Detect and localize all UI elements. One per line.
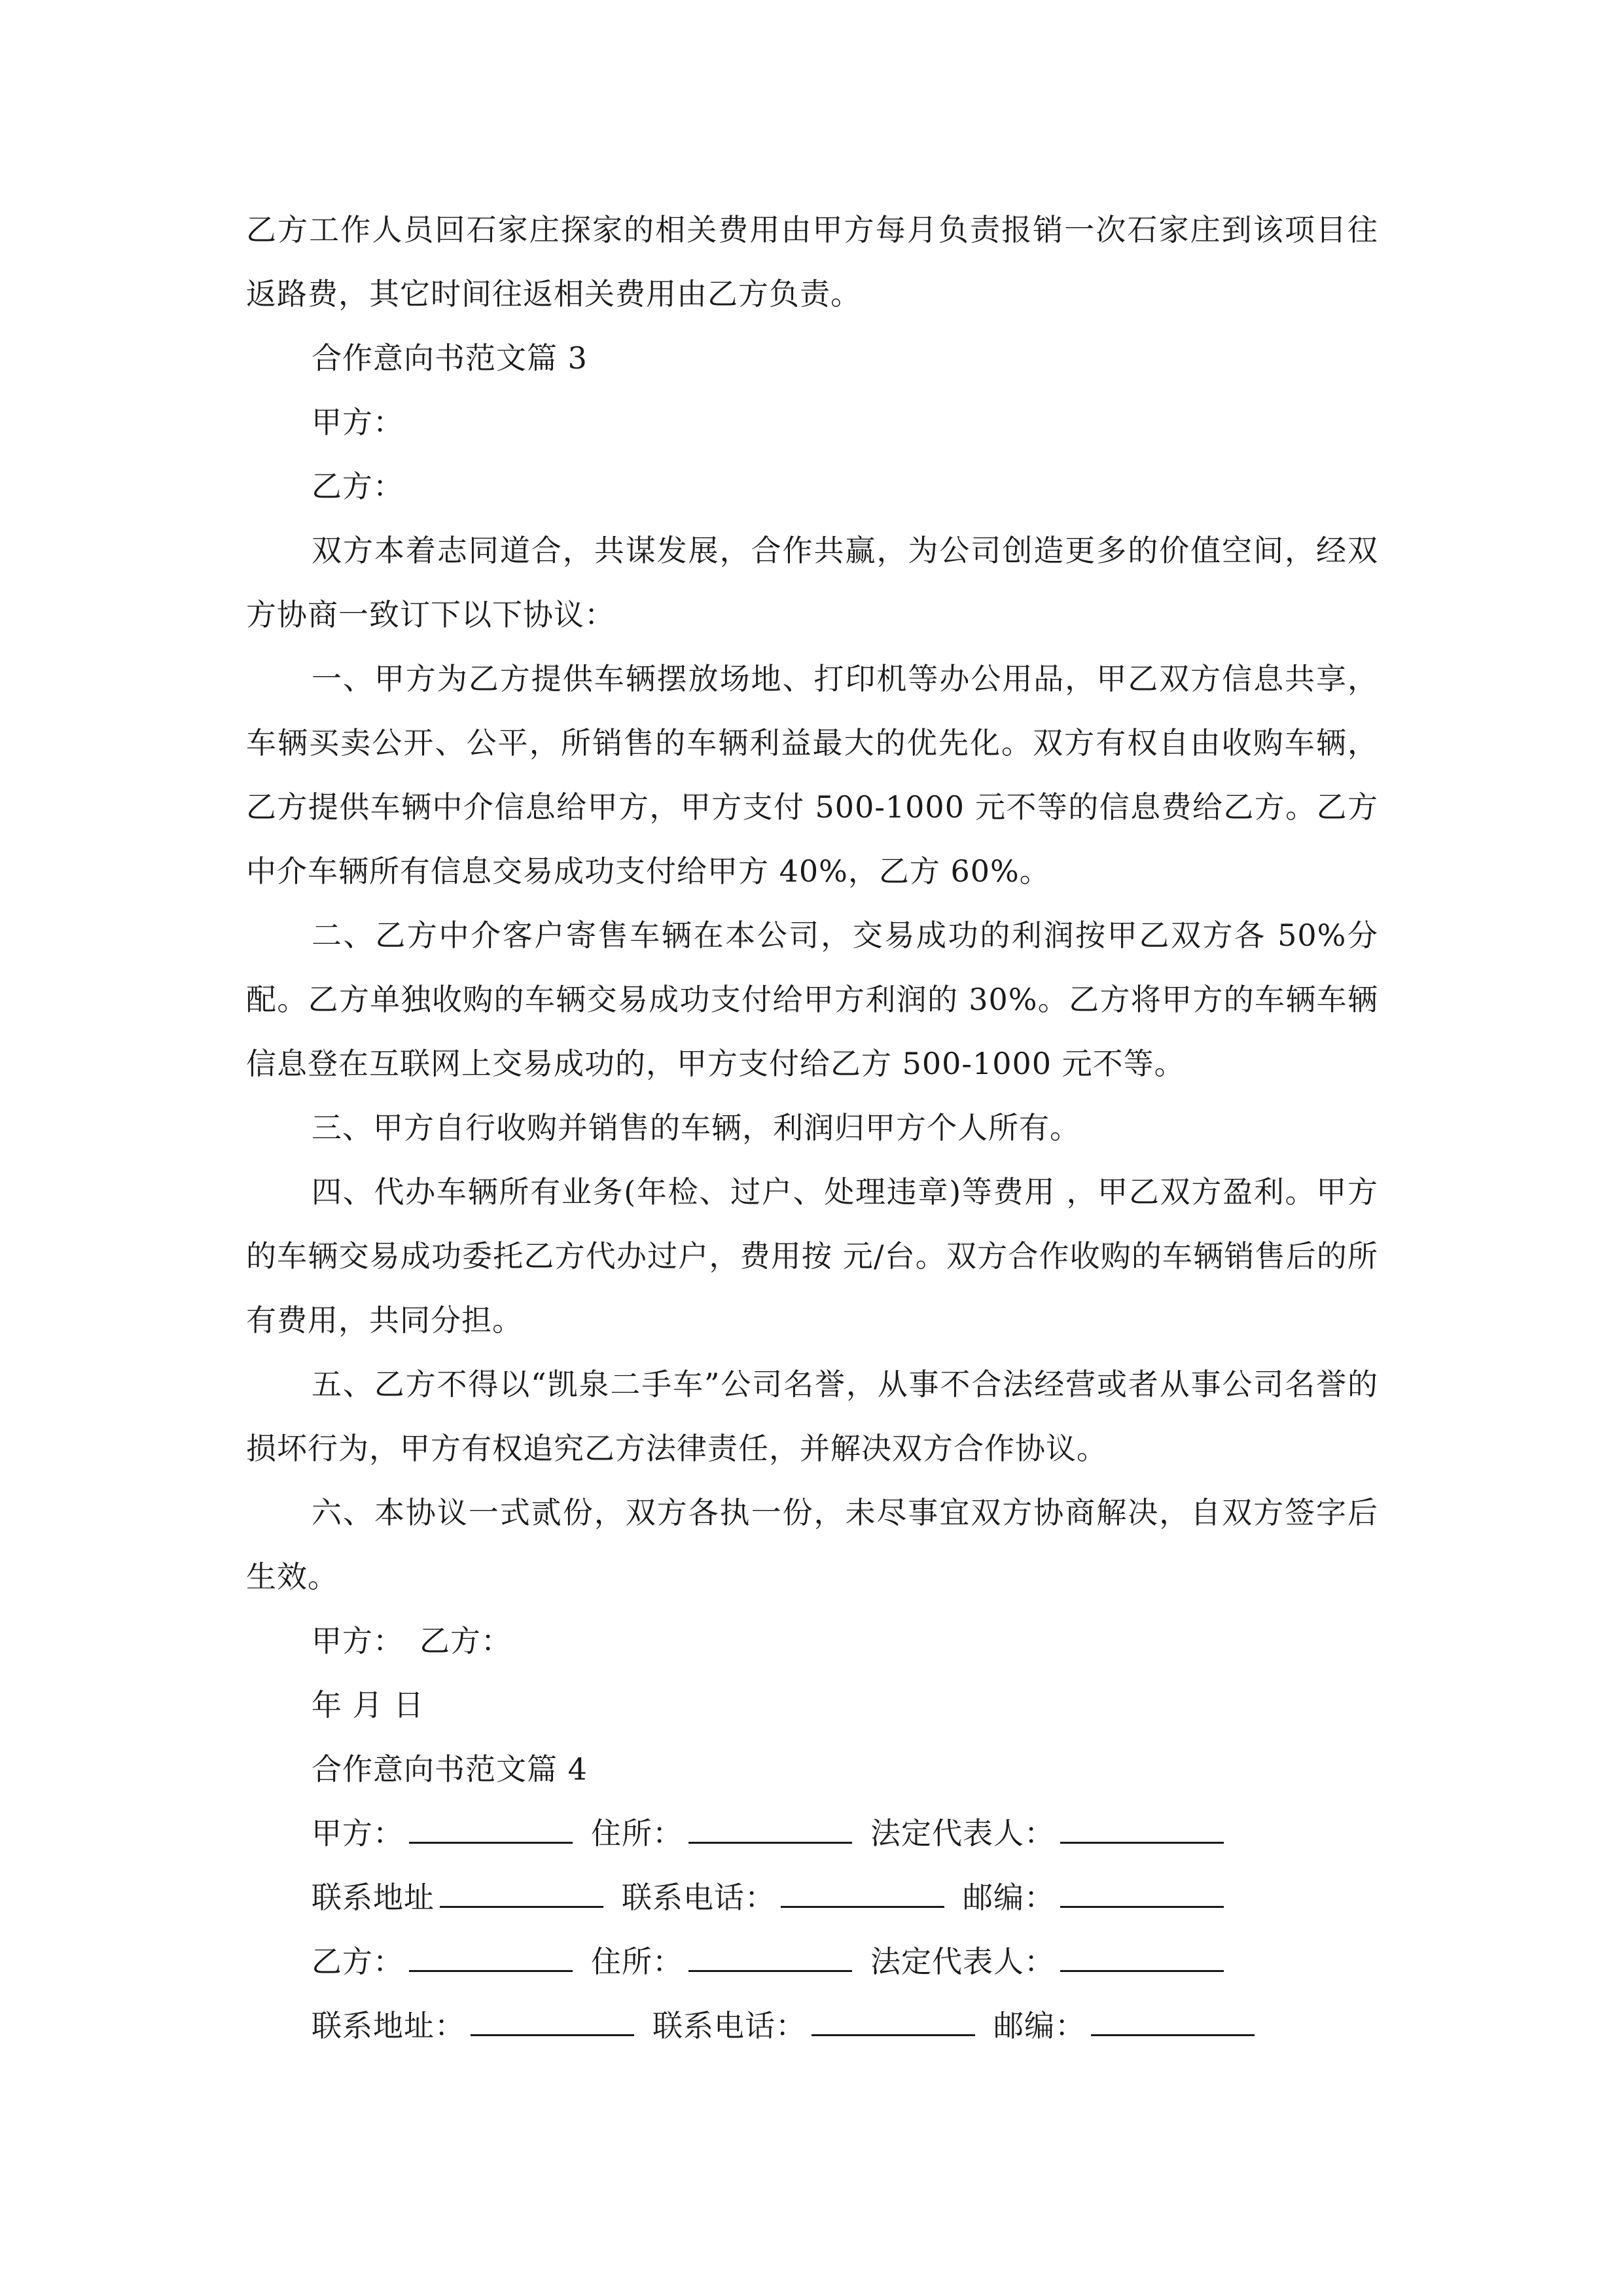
form-label: 联系地址： (312, 2008, 465, 2043)
form-row-party-b (246, 1929, 1378, 1994)
form-label: 邮编： (993, 2008, 1086, 2043)
form-label: 住所： (591, 1944, 683, 1979)
form-blank[interactable] (409, 1931, 573, 1972)
paragraph-travel-expenses: 乙方工作人员回石家庄探家的相关费用由甲方每月负责报销一次石家庄到该项目往返路费，其它时间往返相关费用由乙方负责。 (246, 212, 1378, 312)
form-blank[interactable] (1091, 1995, 1255, 2036)
form-blank[interactable] (1060, 1867, 1224, 1908)
form-blank[interactable] (688, 1803, 852, 1844)
clause-5: 五、乙方不得以“凯泉二手车”公司名誉，从事不合法经营或者从事公司名誉的损坏行为，甲方有权追究乙方法律责任，并解决双方合作协议。 (246, 1367, 1378, 1466)
form-row-party-a-contact (246, 1865, 1378, 1929)
form-label: 邮编： (963, 1880, 1055, 1915)
form-blank[interactable] (471, 1995, 634, 2036)
form-blank[interactable] (1060, 1803, 1224, 1844)
clause-2: 二、乙方中介客户寄售车辆在本公司，交易成功的利润按甲乙双方各 50%分配。乙方单独收购的车辆交易成功支付给甲方利润的 30%。乙方将甲方的车辆车辆信息登在互联网上交易成功的，甲方支付给乙方 500-1000 元不等。 (246, 918, 1378, 1081)
form-row-party-b-contact (246, 1994, 1378, 2058)
section-heading-3: 合作意向书范文篇 3 (312, 340, 588, 376)
form-label: 法定代表人： (870, 1944, 1055, 1979)
form-label: 甲方： (312, 1816, 404, 1851)
form-label: 住所： (591, 1816, 683, 1851)
form-label: 法定代表人： (870, 1816, 1055, 1851)
section-heading-4: 合作意向书范文篇 4 (312, 1751, 588, 1787)
form-label: 乙方： (312, 1944, 404, 1979)
form-label: 联系地址 (312, 1880, 435, 1915)
form-label: 联系电话： (652, 2008, 806, 2043)
party-b-label: 乙方： (312, 469, 404, 504)
form-blank[interactable] (409, 1803, 573, 1844)
clause-4: 四、代办车辆所有业务(年检、过户、处理违章)等费用 ，甲乙双方盈利。甲方的车辆交易成功委托乙方代办过户，费用按 元/台。双方合作收购的车辆销售后的所有费用，共同分担。 (246, 1174, 1378, 1338)
document-body (246, 198, 1378, 2058)
form-blank[interactable] (688, 1931, 852, 1972)
signature-line: 甲方： 乙方： (312, 1623, 512, 1659)
clause-6: 六、本协议一式贰份，双方各执一份，未尽事宜双方协商解决，自双方签字后生效。 (246, 1495, 1378, 1594)
paragraph-preamble: 双方本着志同道合，共谋发展，合作共赢，为公司创造更多的价值空间，经双方协商一致订下以下协议： (246, 533, 1378, 632)
form-label: 联系电话： (622, 1880, 776, 1915)
date-line: 年 月 日 (312, 1687, 425, 1723)
form-blank[interactable] (440, 1867, 603, 1908)
clause-3: 三、甲方自行收购并销售的车辆，利润归甲方个人所有。 (312, 1110, 1080, 1145)
form-blank[interactable] (781, 1867, 944, 1908)
clause-1: 一、甲方为乙方提供车辆摆放场地、打印机等办公用品，甲乙双方信息共享，车辆买卖公开、公平，所销售的车辆利益最大的优先化。双方有权自由收购车辆，乙方提供车辆中介信息给甲方，甲方支付 500-1000 元不等的信息费给乙方。乙方中介车辆所有信息交易成功支付给甲方 40%，乙方 60%。 (246, 661, 1378, 889)
form-blank[interactable] (1060, 1931, 1224, 1972)
party-a-label: 甲方： (312, 404, 404, 440)
form-row-party-a (246, 1801, 1378, 1865)
form-blank[interactable] (812, 1995, 975, 2036)
